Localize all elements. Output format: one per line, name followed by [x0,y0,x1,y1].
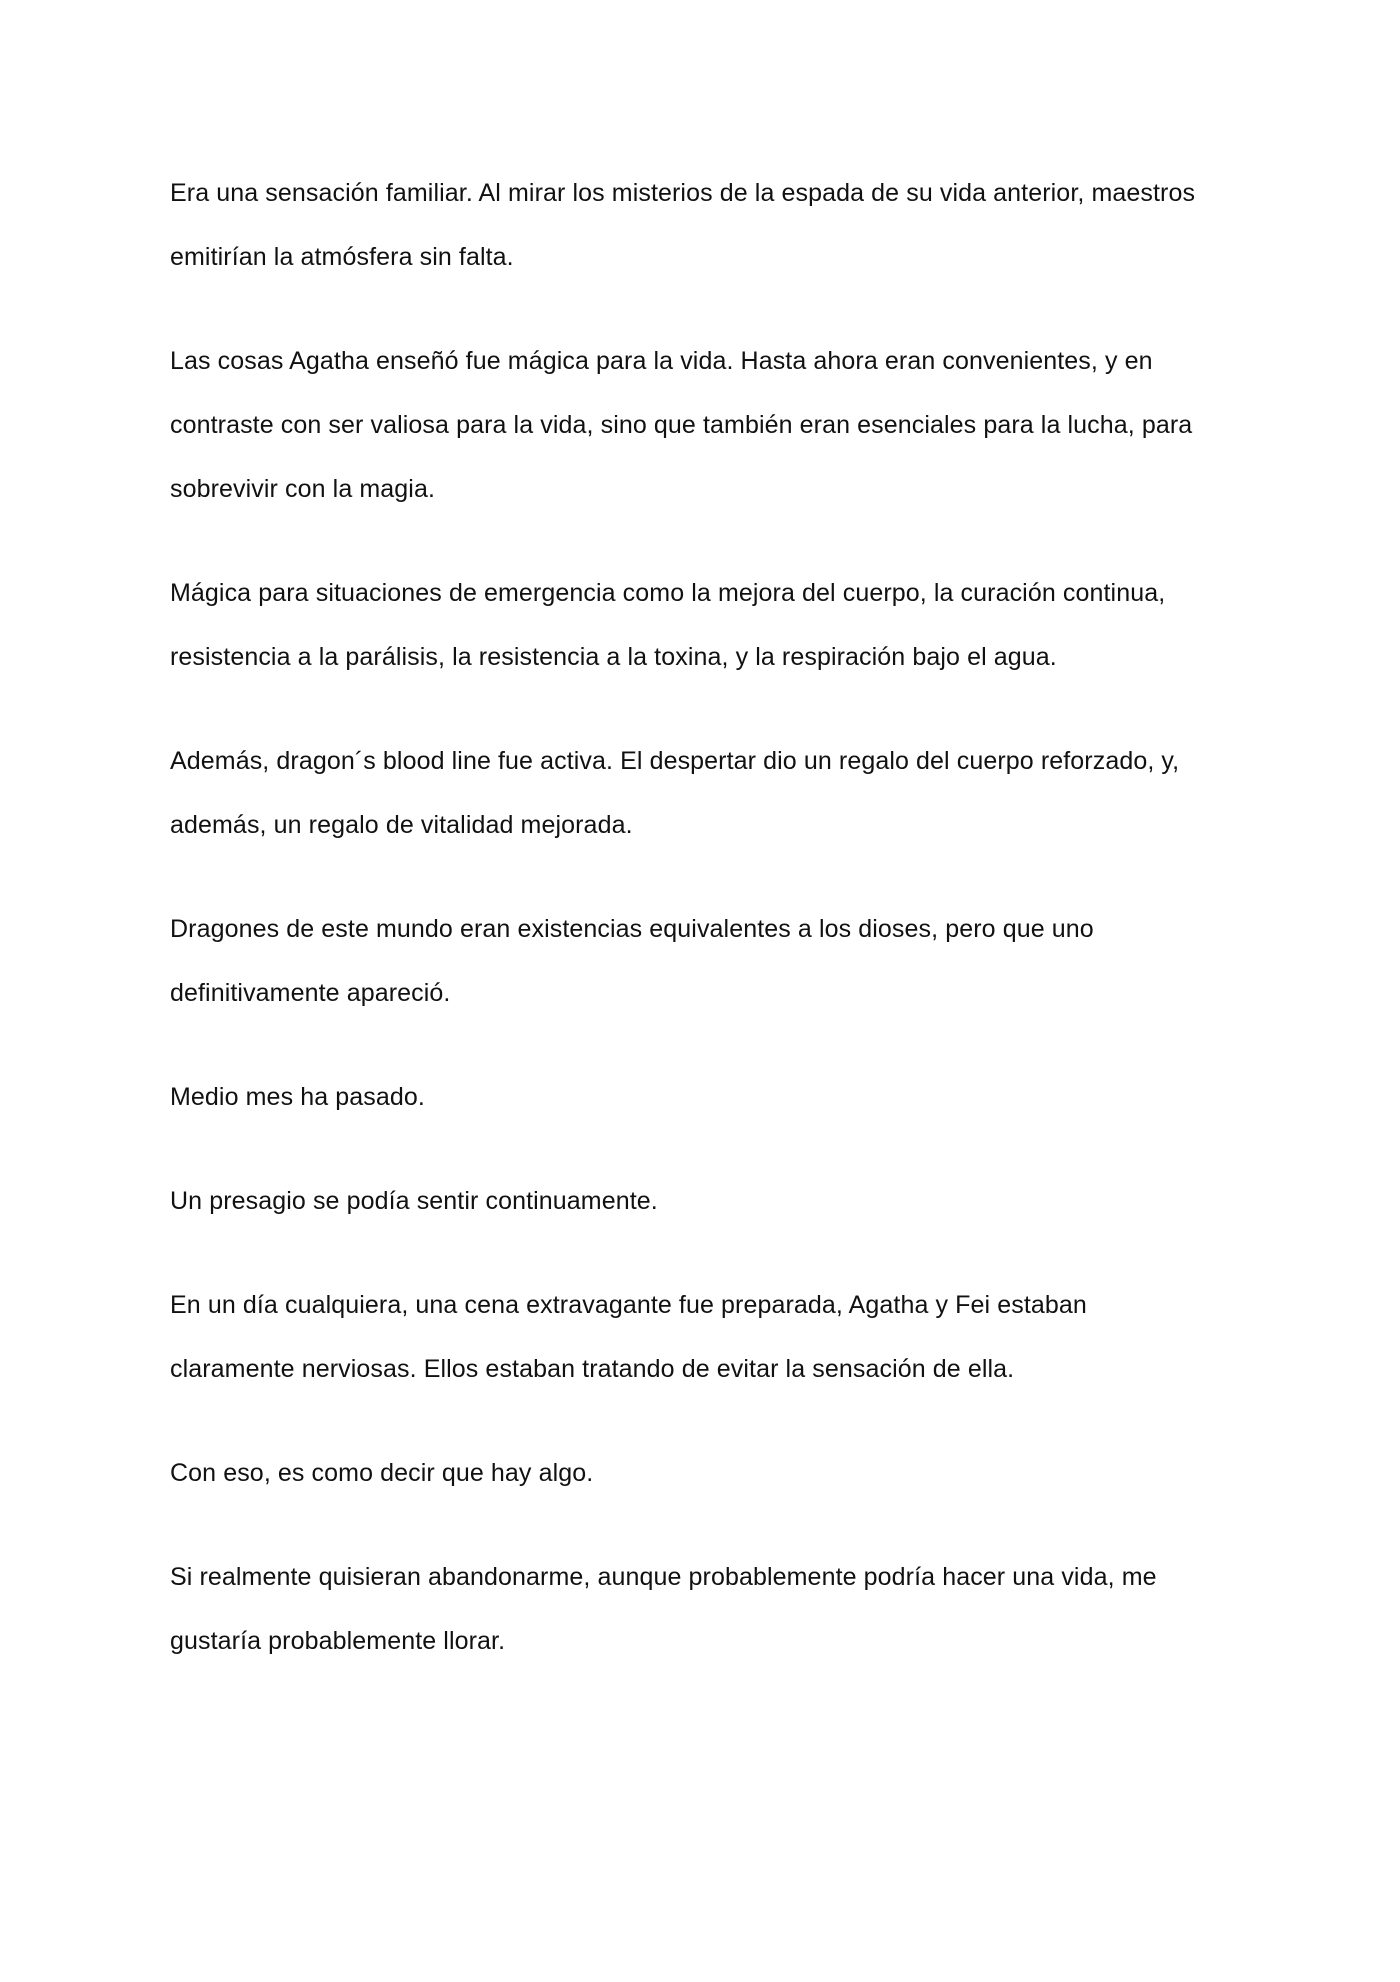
paragraph-8 [170,1273,1250,1401]
paragraph-line: claramente nerviosas. Ellos estaban tratando de evitar la sensación de ella. [170,1355,1015,1383]
paragraph-line: Además, dragon´s blood line fue activa. El despertar dio un regalo del cuerpo reforzado, y, [170,747,1180,775]
paragraph-10 [170,1545,1250,1673]
paragraph-line: resistencia a la parálisis, la resistencia a la toxina, y la respiración bajo el agua. [170,643,1057,671]
paragraph-line: contraste con ser valiosa para la vida, sino que también eran esenciales para la lucha, para [170,411,1193,439]
paragraph-9 [170,1441,1250,1505]
paragraph-line: definitivamente apareció. [170,979,451,1007]
paragraph-7 [170,1169,1250,1233]
paragraph-3 [170,561,1250,689]
paragraph-line: Mágica para situaciones de emergencia como la mejora del cuerpo, la curación continua, [170,579,1166,607]
document-body [170,161,1250,1713]
paragraph-6 [170,1065,1250,1129]
paragraph-line: sobrevivir con la magia. [170,475,436,503]
paragraph-line: Un presagio se podía sentir continuamente. [170,1187,658,1215]
paragraph-line: gustaría probablemente llorar. [170,1627,506,1655]
paragraph-2 [170,329,1250,521]
paragraph-line: Medio mes ha pasado. [170,1083,425,1111]
paragraph-line: además, un regalo de vitalidad mejorada. [170,811,633,839]
paragraph-line: Dragones de este mundo eran existencias equivalentes a los dioses, pero que uno [170,915,1094,943]
paragraph-4 [170,729,1250,857]
paragraph-5 [170,897,1250,1025]
paragraph-line: Con eso, es como decir que hay algo. [170,1459,594,1487]
paragraph-line: emitirían la atmósfera sin falta. [170,243,514,271]
paragraph-1 [170,161,1250,289]
paragraph-line: Si realmente quisieran abandonarme, aunque probablemente podría hacer una vida, me [170,1563,1157,1591]
paragraph-line: Las cosas Agatha enseñó fue mágica para la vida. Hasta ahora eran convenientes, y en [170,347,1153,375]
paragraph-line: Era una sensación familiar. Al mirar los misterios de la espada de su vida anterior, maestros [170,179,1196,207]
paragraph-line: En un día cualquiera, una cena extravagante fue preparada, Agatha y Fei estaban [170,1291,1087,1319]
